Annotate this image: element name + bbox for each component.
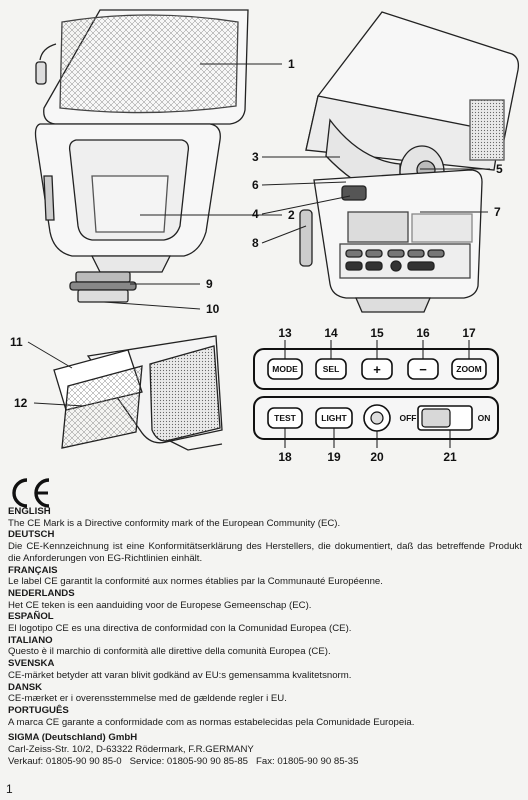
callout-18: 18	[278, 450, 292, 464]
language-paragraph: CE-mærket er i overensstemmelse med de gældende regler i EU.	[8, 693, 287, 705]
language-heading: DANSK	[8, 681, 43, 693]
callout-14: 14	[324, 326, 338, 340]
language-heading: NEDERLANDS	[8, 587, 75, 599]
language-heading: ITALIANO	[8, 634, 53, 646]
ce-declaration-text	[8, 506, 522, 767]
callout-12: 12	[14, 396, 28, 410]
ce-mark-logo	[8, 476, 52, 510]
page-number: 1	[6, 782, 13, 796]
callout-13: 13	[278, 326, 292, 340]
language-heading: PORTUGUÊS	[8, 704, 69, 716]
callout-15: 15	[370, 326, 384, 340]
language-paragraph: The CE Mark is a Directive conformity mark of the European Community (EC).	[8, 517, 341, 529]
callout-17: 17	[462, 326, 476, 340]
language-paragraph: A marca CE garante a conformidade com as normas estabelecidas pela Comunidade Europeia.	[8, 716, 415, 728]
language-paragraph: Le label CE garantit la conformité aux normes établies par la Communauté Européenne.	[8, 576, 383, 588]
language-heading: DEUTSCH	[8, 529, 55, 541]
callout-11: 11	[10, 335, 23, 349]
off-label: OFF	[399, 413, 417, 423]
mode-button-label: MODE	[272, 364, 298, 374]
callout-9: 9	[206, 277, 213, 291]
minus-button-label: −	[419, 362, 427, 377]
language-heading: FRANÇAIS	[8, 564, 58, 576]
company-contact: Verkauf: 01805-90 90 85-0 Service: 01805-90 90 85-85 Fax: 01805-90 90 85-35	[8, 755, 359, 767]
language-heading: SVENSKA	[8, 658, 55, 670]
language-paragraph: CE-märket betyder att varan blivit godkänd av EU:s gemensamma kvalitetsnorm.	[8, 669, 352, 681]
wide-panel-detail	[54, 336, 222, 450]
callout-10: 10	[206, 302, 220, 316]
callout-21: 21	[443, 450, 457, 464]
on-label: ON	[477, 413, 491, 423]
callout-5: 5	[496, 162, 503, 176]
sel-button-label: SEL	[322, 364, 340, 374]
company-info	[8, 732, 522, 767]
language-paragraph: Questo è il marchio di conformità alle direttive della comunità Europea (CE).	[8, 646, 331, 658]
language-paragraph: Het CE teken is een aanduiding voor de Europese Gemeenschap (EC).	[8, 599, 312, 611]
callout-2: 2	[288, 208, 295, 222]
leader-11	[28, 342, 72, 368]
callout-6: 6	[252, 178, 259, 192]
leader-10	[104, 302, 200, 309]
callout-8: 8	[252, 236, 259, 250]
zoom-button-label: ZOOM	[456, 364, 482, 374]
test-button-label: TEST	[274, 413, 296, 423]
language-paragraph: El logotipo CE es una directiva de conformidad con la Comunidad Europea (CE).	[8, 623, 352, 635]
callout-7: 7	[494, 205, 501, 219]
plus-button-label: +	[373, 362, 381, 377]
callout-19: 19	[327, 450, 341, 464]
front-view-flash	[36, 10, 249, 302]
rear-view-flash	[300, 12, 518, 312]
callout-20: 20	[370, 450, 384, 464]
callout-3: 3	[252, 150, 259, 164]
callout-1: 1	[288, 57, 295, 71]
company-address: Carl-Zeiss-Str. 10/2, D-63322 Rödermark, F.R.GERMANY	[8, 744, 254, 756]
callout-4: 4	[252, 207, 259, 221]
callout-16: 16	[416, 326, 430, 340]
language-paragraph: Die CE-Kennzeichnung ist eine Konformitätserklärung des Herstellers, die dokumentiert, daß das betreffende Produkt die Anforderungen von EG-Richtlinien einhält.	[8, 541, 522, 564]
language-heading: ESPAÑOL	[8, 611, 54, 623]
company-name: SIGMA (Deutschland) GmbH	[8, 732, 138, 744]
language-heading: ENGLISH	[8, 506, 51, 517]
light-button-label: LIGHT	[321, 413, 347, 423]
